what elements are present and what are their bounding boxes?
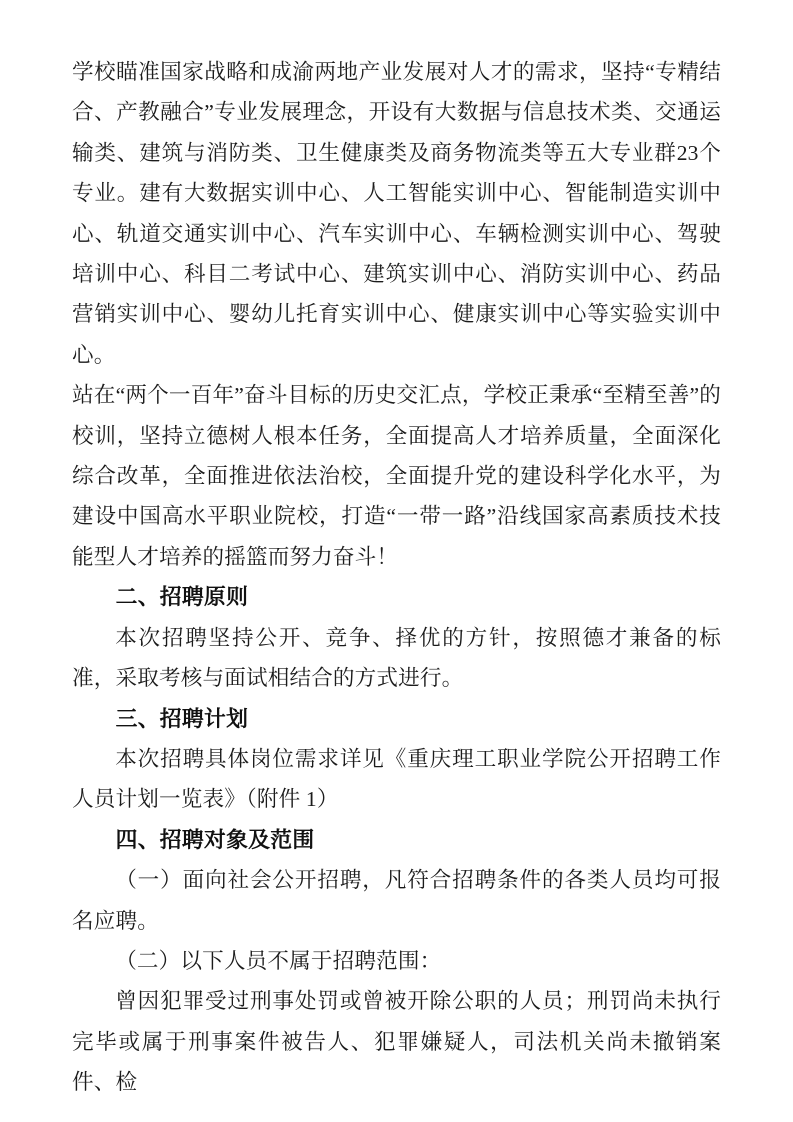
paragraph-scope-item-1: （一）面向社会公开招聘，凡符合招聘条件的各类人员均可报名应聘。 [72, 868, 721, 933]
paragraph-scope-exclusions: 曾因犯罪受过刑事处罚或曾被开除公职的人员；刑罚尚未执行完毕或属于刑事案件被告人、犯罪嫌疑人，司法机关尚未撤销案件、检 [72, 989, 721, 1095]
section-heading-plan: 三、招聘计划 [115, 705, 249, 731]
paragraph-scope-item-2: （二）以下人员不属于招聘范围： [115, 948, 442, 973]
paragraph-plan-body: 本次招聘具体岗位需求详见《重庆理工职业学院公开招聘工作人员计划一览表》（附件 1） [72, 746, 721, 812]
paragraph-school-overview: 学校瞄准国家战略和成渝两地产业发展对人才的需求，坚持“专精结合、产教融合”专业发展理念，开设有大数据与信息技术类、交通运输类、建筑与消防类、卫生健康类及商务物流类等五大专业群23个专业。建有大数据实训中心、人工智能实训中心、智能制造实训中心、轨道交通实训中心、汽车实训中心、车辆检测实训中心、驾驶培训中心、科目二考试中心、建筑实训中心、消防实训中心、药品营销实训中心、婴幼儿托育实训中心、健康实训中心等实验实训中心。 [72, 60, 721, 367]
paragraph-principles-body: 本次招聘坚持公开、竞争、择优的方针，按照德才兼备的标准，采取考核与面试相结合的方式进行。 [72, 625, 721, 691]
section-heading-principles: 二、招聘原则 [115, 584, 249, 610]
section-heading-scope: 四、招聘对象及范围 [115, 826, 315, 852]
paragraph-school-mission: 站在“两个一百年”奋斗目标的历史交汇点，学校正秉承“至精至善”的校训，坚持立德树人根本任务，全面提高人才培养质量，全面深化综合改革，全面推进依法治校，全面提升党的建设科学化水平，为建设中国高水平职业院校，打造“一带一路”沿线国家高素质技术技能型人才培养的摇篮而努力奋斗！ [72, 383, 721, 569]
